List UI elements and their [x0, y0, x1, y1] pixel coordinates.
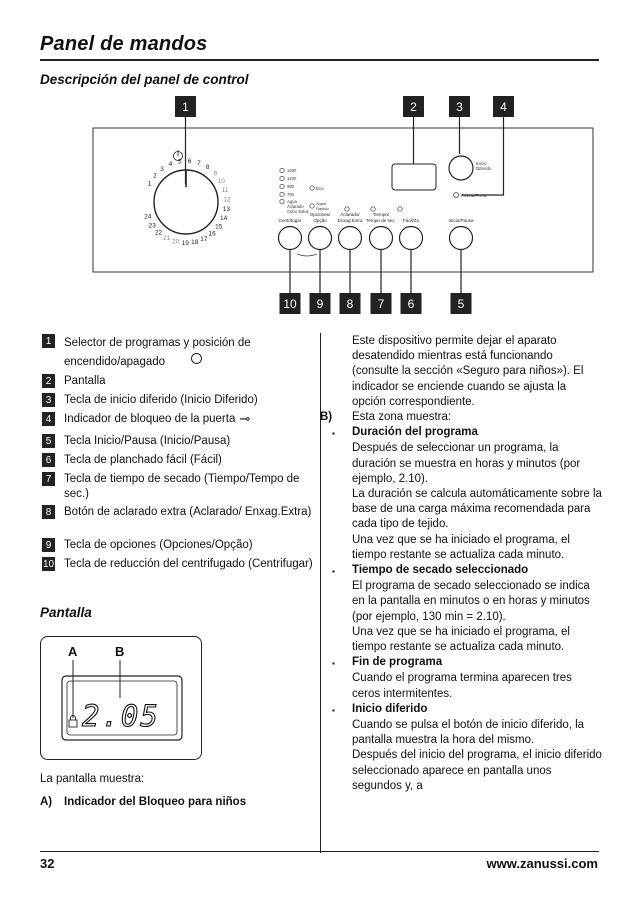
- svg-text:7: 7: [377, 297, 385, 311]
- button-label: Centrifugar: [278, 218, 302, 223]
- child-lock-description: Este dispositivo permite dejar el aparato desatendido mientras está funcionando (consulte la sección «Seguro para niños»). El indicador se enciende cuando se ajusta la opción correspondiente.: [352, 335, 584, 408]
- delay-start-button: [449, 156, 473, 180]
- legend-item: [42, 557, 322, 572]
- legend-number: 1: [42, 334, 55, 348]
- section-heading-display: Pantalla: [40, 605, 92, 620]
- dial-number: 19: [181, 240, 189, 247]
- legend-number: 7: [42, 472, 55, 486]
- svg-text:Rápido: Rápido: [316, 206, 329, 211]
- dial-number: 23: [148, 222, 156, 230]
- info-item-title: Tiempo de secado seleccionado: [352, 564, 529, 577]
- svg-text:A: A: [68, 644, 78, 659]
- svg-text:6: 6: [407, 297, 415, 311]
- legend-text: Botón de aclarado extra (Aclarado/ Enxag.Extra): [64, 506, 312, 518]
- svg-text:8: 8: [346, 297, 354, 311]
- item-a-text: Indicador del Bloqueo para niños: [64, 796, 247, 809]
- svg-text:1: 1: [182, 100, 189, 114]
- spin-reduction-button[interactable]: [279, 227, 302, 250]
- title-rule: [40, 59, 599, 61]
- button-label: Aclarado/: [340, 212, 360, 217]
- legend-item: [42, 453, 322, 468]
- spin-speed-label: Cubo Solos: [287, 209, 309, 214]
- options-button[interactable]: [309, 227, 332, 250]
- info-item: [332, 702, 602, 794]
- legend-item: [42, 434, 322, 449]
- dial-number: 3: [160, 165, 164, 173]
- right-column: [320, 334, 602, 794]
- footer-rule: [40, 851, 599, 852]
- dial-number: 18: [191, 239, 199, 246]
- dial-number: 16: [208, 230, 216, 238]
- legend-number: 8: [42, 505, 55, 519]
- legend-number: 10: [42, 558, 55, 570]
- callout-9: [310, 250, 331, 314]
- dial-number: 4: [168, 161, 173, 169]
- bullet-icon: ▪: [332, 705, 335, 715]
- legend-item: [42, 412, 250, 427]
- display-intro: La pantalla muestra:: [40, 773, 145, 785]
- button-label: Inicio/Pausa: [448, 218, 474, 223]
- easy-iron-button[interactable]: [400, 227, 423, 250]
- legend-text: Indicador de bloqueo de la puerta: [64, 413, 236, 425]
- dial-number: 20: [171, 238, 180, 246]
- dial-number: 12: [223, 196, 231, 204]
- dial-number: 2: [153, 172, 157, 180]
- control-panel-diagram: [0, 92, 638, 314]
- drying-time-button[interactable]: [370, 227, 393, 250]
- legend-text: Tecla Inicio/Pausa (Inicio/Pausa): [64, 435, 231, 447]
- door-lock-key-icon: ⊸: [239, 411, 251, 426]
- legend-number: 4: [42, 412, 55, 426]
- dial-number: 24: [144, 213, 152, 221]
- item-a-label: A): [40, 796, 53, 809]
- panel-outline: [93, 128, 593, 272]
- spin-speed-label: 1400: [287, 168, 297, 173]
- svg-text:10: 10: [283, 297, 297, 311]
- legend-text: Tecla de opciones (Opciones/Opção): [64, 539, 253, 551]
- legend-number: 2: [42, 374, 55, 388]
- page-title: Panel de mandos: [40, 33, 208, 55]
- extra-rinse-button[interactable]: [339, 227, 362, 250]
- legend-text: Tecla de inicio diferido (Inicio Diferido): [64, 394, 258, 406]
- info-item-text: Cuando se pulsa el botón de inicio diferido, la pantalla muestra la hora del mismo. Después del inicio del programa, el inicio diferido seleccionado aparece en pantalla unos segundos y, a: [352, 719, 602, 792]
- dial-number: 13: [222, 206, 231, 213]
- legend-text: Selector de programas y posición de encendido/apagado: [64, 337, 251, 368]
- item-b-text: Esta zona muestra:: [352, 411, 452, 424]
- svg-text:Super: Super: [316, 201, 327, 206]
- dial-number: 15: [215, 223, 223, 231]
- svg-text:Diferido: Diferido: [476, 166, 492, 171]
- callout-10: [280, 250, 301, 314]
- legend-text: Pantalla: [64, 375, 106, 387]
- legend-number: 9: [42, 538, 55, 552]
- info-item-text: Después de seleccionar un programa, la duración se muestra en horas y minutos (por ejemplo, 2.10). La duración se calcula automáticamente sobre la base de una carga máxima recomendada para cada tipo de tejido. Una vez que se ha iniciado el programa, el tiempo restante se actualiza cada minuto.: [352, 442, 602, 561]
- dial-number: 6: [187, 158, 192, 166]
- legend-item: [42, 538, 322, 553]
- dial-number: 7: [197, 160, 201, 168]
- svg-text:2: 2: [410, 100, 417, 114]
- dial-number: 9: [213, 170, 218, 178]
- dial-number: 8: [205, 164, 210, 172]
- section-heading-panel: Descripción del panel de control: [40, 72, 249, 87]
- dial-number: 17: [200, 235, 208, 243]
- info-item: [332, 655, 602, 702]
- legend-number: 5: [42, 434, 55, 448]
- svg-text:5: 5: [457, 297, 465, 311]
- dial-number: 5: [177, 158, 182, 166]
- svg-text:9: 9: [316, 297, 324, 311]
- svg-text:Eco: Eco: [316, 186, 324, 191]
- legend-text: Tecla de planchado fácil (Fácil): [64, 454, 222, 466]
- button-label: Tiempo/: [372, 212, 390, 217]
- dial-number: 1: [147, 180, 152, 188]
- spin-speed-label: Agua: [287, 199, 297, 204]
- start-pause-button[interactable]: [450, 227, 473, 250]
- callout-2: [403, 96, 424, 164]
- spin-speed-label: 900: [287, 184, 294, 189]
- svg-text:Inicio: Inicio: [476, 161, 487, 166]
- bullet-icon: ▪: [332, 567, 335, 577]
- bullet-icon: ▪: [332, 659, 335, 669]
- dial-number: 10: [217, 177, 225, 185]
- legend-item: [42, 374, 322, 389]
- info-item-title: Duración del programa: [352, 426, 478, 439]
- legend-item: [42, 472, 322, 502]
- dial-number: 14: [219, 215, 228, 223]
- legend-item: [42, 334, 322, 372]
- button-label: Opciones/: [309, 212, 331, 217]
- callout-3: [449, 96, 470, 154]
- legend-number: 3: [42, 393, 55, 407]
- display-illustration: [40, 636, 202, 760]
- spin-speed-label: Aclarado: [287, 204, 304, 209]
- spin-speed-label: 1200: [287, 176, 297, 181]
- info-item-text: Cuando el programa termina aparecen tres ceros intermitentes.: [352, 672, 572, 700]
- info-item: [332, 425, 602, 563]
- bullet-icon: ▪: [332, 429, 335, 439]
- info-item-text: El programa de secado seleccionado se indica en la pantalla en minutos o en horas y minutos (por ejemplo, 130 min = 2.10). Una vez que se ha iniciado el programa, el tiempo restante se actualiza cada minuto.: [352, 580, 590, 654]
- svg-text:B: B: [115, 644, 125, 659]
- svg-text:2.05: 2.05: [82, 699, 160, 733]
- info-item: [332, 563, 602, 655]
- callout-8: [340, 250, 361, 314]
- legend-text: Tecla de reducción del centrifugado (Centrifugar): [64, 558, 313, 570]
- legend-number: 6: [42, 453, 55, 467]
- button-label: Tempo de sec.: [366, 218, 396, 223]
- svg-text:3: 3: [456, 100, 463, 114]
- callout-7: [371, 250, 392, 314]
- dial-number: 21: [162, 235, 171, 243]
- dial-number: 22: [154, 229, 163, 237]
- callout-6: [401, 250, 422, 314]
- legend-text: Tecla de tiempo de secado (Tiempo/Tempo de sec.): [64, 473, 300, 500]
- svg-text:Puerta/Porta: Puerta/Porta: [461, 193, 487, 198]
- callout-5: [451, 250, 472, 314]
- legend-item: [42, 393, 322, 408]
- page-number: 32: [40, 856, 55, 871]
- svg-text:4: 4: [500, 100, 507, 114]
- website-url: www.zanussi.com: [486, 856, 598, 871]
- item-b-label: B): [320, 411, 333, 424]
- legend-item: [42, 505, 322, 520]
- button-label: Opção: [313, 218, 327, 223]
- button-label: Fácil/Zo: [402, 218, 420, 223]
- info-item-title: Fin de programa: [352, 656, 443, 669]
- panel-display: [392, 164, 436, 190]
- power-icon: [191, 353, 202, 364]
- dial-number: 11: [221, 186, 229, 194]
- spin-speed-label: 700: [287, 192, 294, 197]
- button-label: Enxag.Extra: [337, 218, 363, 223]
- info-item-title: Inicio diferido: [352, 702, 428, 715]
